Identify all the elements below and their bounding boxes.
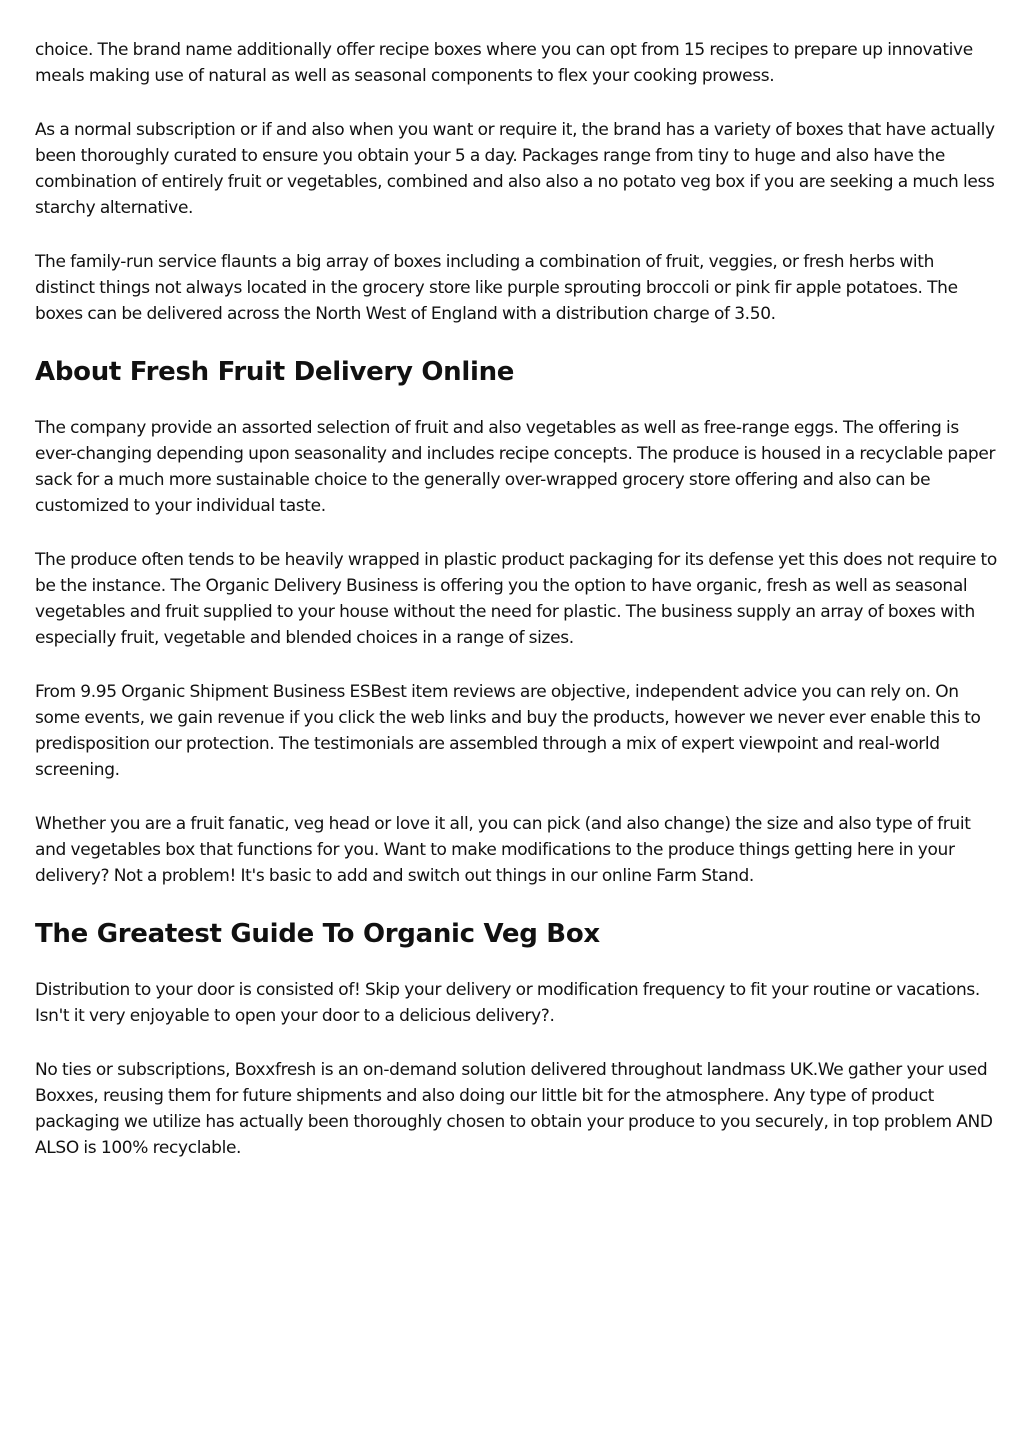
- heading-fresh-fruit-delivery: About Fresh Fruit Delivery Online: [35, 357, 515, 387]
- paragraph-distribution: Distribution to your door is consisted of! Skip your delivery or modification frequency to fit your routine or vacations. Isn't it very enjoyable to open your door to a delicious delivery?.: [35, 980, 980, 1026]
- paragraph-fruit-fanatic: Whether you are a fruit fanatic, veg head or love it all, you can pick (and also change) the size and also type of fruit and vegetables box that functions for you. Want to make modifications to the produce things getting here in your delivery? Not a problem! It's basic to add and switch out things in our online Farm Stand.: [35, 814, 971, 886]
- heading-organic-veg-box: The Greatest Guide To Organic Veg Box: [35, 919, 600, 949]
- paragraph-family-run-service: The family-run service flaunts a big array of boxes including a combination of fruit, veggies, or fresh herbs with distinct things not always located in the grocery store like purple sprouting broccoli or pink fir apple potatoes. The boxes can be delivered across the North West of England with a distribution charge of 3.50.: [35, 252, 958, 324]
- paragraph-subscription-boxes: As a normal subscription or if and also when you want or require it, the brand has a variety of boxes that have actually been thoroughly curated to ensure you obtain your 5 a day. Packages range from tiny to huge and also have the combination of entirely fruit or vegetables, combined and also also a no potato veg box if you are seeking a much less starchy alternative.: [35, 120, 995, 218]
- paragraph-plastic-packaging: The produce often tends to be heavily wrapped in plastic product packaging for its defense yet this does not require to be the instance. The Organic Delivery Business is offering you the option to have organic, fresh as well as seasonal vegetables and fruit supplied to your house without the need for plastic. The business supply an array of boxes with especially fruit, vegetable and blended choices in a range of sizes.: [35, 550, 997, 648]
- paragraph-boxxfresh: No ties or subscriptions, Boxxfresh is an on-demand solution delivered throughout landmass UK.We gather your used Boxxes, reusing them for future shipments and also doing our little bit for the atmosphere. Any type of product packaging we utilize has actually been thoroughly chosen to obtain your produce to you securely, in top problem AND ALSO is 100% recyclable.: [35, 1060, 993, 1158]
- article-body: [35, 37, 997, 1189]
- paragraph-assorted-selection: The company provide an assorted selection of fruit and also vegetables as well as free-range eggs. The offering is ever-changing depending upon seasonality and includes recipe concepts. The produce is housed in a recyclable paper sack for a much more sustainable choice to the generally over-wrapped grocery store offering and also can be customized to your individual taste.: [35, 418, 996, 516]
- paragraph-reviews-disclaimer: From 9.95 Organic Shipment Business ESBest item reviews are objective, independent advice you can rely on. On some events, we gain revenue if you click the web links and buy the products, however we never ever enable this to predisposition our protection. The testimonials are assembled through a mix of expert viewpoint and real-world screening.: [35, 682, 981, 780]
- paragraph-recipe-boxes: choice. The brand name additionally offer recipe boxes where you can opt from 15 recipes to prepare up innovative meals making use of natural as well as seasonal components to flex your cooking prowess.: [35, 40, 973, 86]
